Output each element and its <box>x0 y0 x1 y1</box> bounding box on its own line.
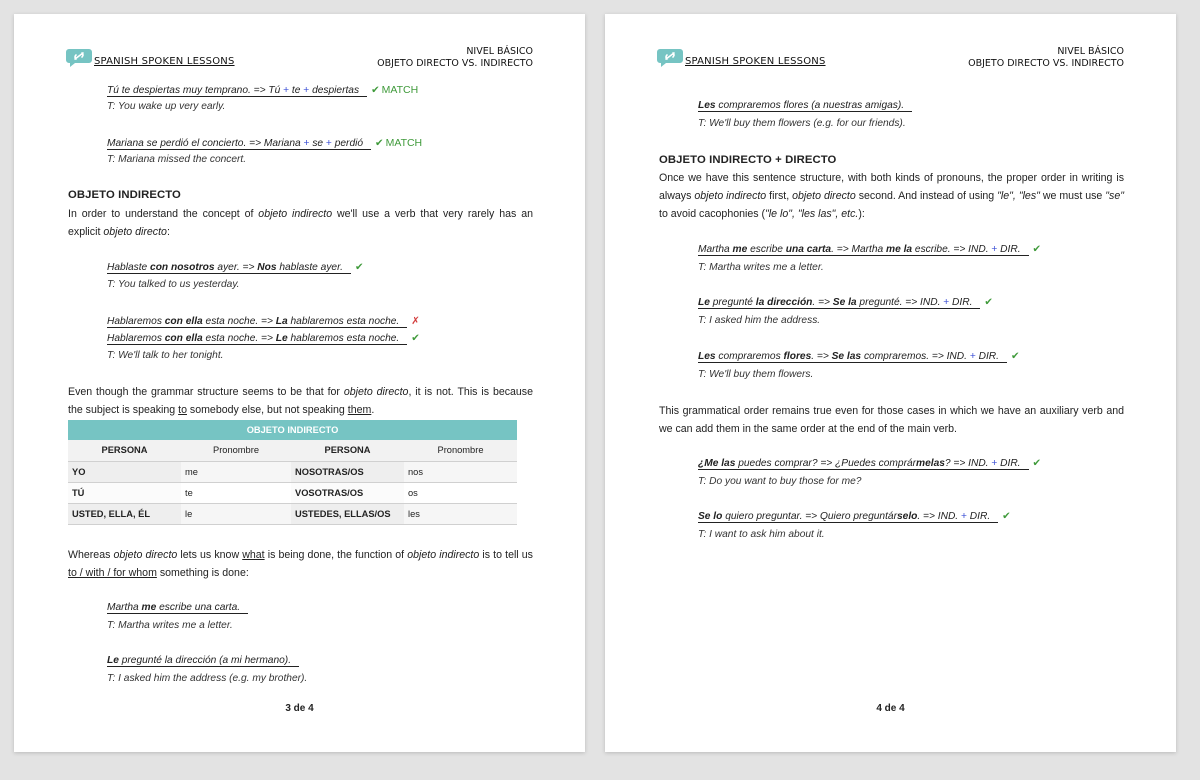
translation: T: You wake up very early. <box>107 101 226 112</box>
example-sentence: Hablaremos con ella esta noche. => Le hablaremos esta noche. ✔ <box>107 333 420 344</box>
page-number: 4 de 4 <box>876 703 905 714</box>
paragraph: This grammatical order remains true even for those cases in which we have an auxiliary verb and we can add them in the same order at the end of the main verb. <box>659 405 1124 435</box>
section-heading: OBJETO INDIRECTO + DIRECTO <box>659 154 837 166</box>
header-info <box>377 46 533 70</box>
example-sentence: ¿Me las puedes comprar? => ¿Puedes comprármelas? => IND. + DIR. ✔ <box>698 458 1042 469</box>
translation: T: Mariana missed the concert. <box>107 154 247 165</box>
match-label: MATCH <box>385 137 423 149</box>
check-icon: ✔ <box>1032 244 1042 255</box>
check-icon: ✔ <box>375 138 384 149</box>
table-row: USTED, ELLA, ÉL le USTEDES, ELLAS/OS les <box>68 503 517 524</box>
example-sentence: Se lo quiero preguntar. => Quiero preguntárselo. => IND. + DIR. ✔ <box>698 511 1011 522</box>
page-header <box>657 46 1124 74</box>
translation: T: I asked him the address. <box>698 315 821 326</box>
indirect-object-table <box>68 420 517 525</box>
paragraph: Once we have this sentence structure, with both kinds of pronouns, the proper order in writing is always objeto indirecto first, objeto directo second. And instead of using "le", "les" we must use "se" to avoid cacophonies ("le lo", "les las", etc.): <box>659 172 1124 220</box>
document-page-3 <box>14 14 585 752</box>
check-icon: ✔ <box>984 297 993 308</box>
paragraph: Whereas objeto directo lets us know what is being done, the function of objeto indirecto is to tell us to / with / for whom something is done: <box>68 549 533 579</box>
document-page-4 <box>605 14 1176 752</box>
match-label: MATCH <box>381 84 419 96</box>
check-icon: ✔ <box>1032 458 1042 469</box>
section-heading: OBJETO INDIRECTO <box>68 189 181 201</box>
table-caption: OBJETO INDIRECTO <box>68 420 517 440</box>
translation: T: You talked to us yesterday. <box>107 279 240 290</box>
cross-icon: ✗ <box>411 316 420 327</box>
table-header: Pronombre <box>404 440 517 461</box>
paragraph: In order to understand the concept of objeto indirecto we'll use a verb that very rarely has an explicit objeto directo: <box>68 208 533 238</box>
check-icon: ✔ <box>354 262 364 273</box>
translation: T: Martha writes me a letter. <box>107 620 233 631</box>
example-sentence: Le pregunté la dirección (a mi hermano). <box>107 655 299 666</box>
paragraph: Even though the grammar structure seems to be that for objeto directo, it is not. This is because the subject is speaking to somebody else, but not speaking them. <box>68 386 534 416</box>
level-label: NIVEL BÁSICO <box>466 46 533 57</box>
translation: T: We'll buy them flowers. <box>698 369 814 380</box>
table-header: Pronombre <box>181 440 291 461</box>
chat-bubble-logo-icon <box>657 47 683 67</box>
example-sentence: Les compraremos flores (a nuestras amigas). <box>698 100 912 111</box>
level-label: NIVEL BÁSICO <box>1057 46 1124 57</box>
topic-label: OBJETO DIRECTO VS. INDIRECTO <box>968 58 1124 69</box>
example-sentence: Le pregunté la dirección. => Se la pregunté. => IND. + DIR. ✔ <box>698 297 993 308</box>
check-icon: ✔ <box>411 333 420 344</box>
check-icon: ✔ <box>1010 351 1020 362</box>
example-sentence: Tú te despiertas muy temprano. => Tú + te + despiertas ✔ MATCH <box>107 84 419 96</box>
example-sentence: Hablaremos con ella esta noche. => La hablaremos esta noche. ✗ <box>107 316 420 327</box>
example-sentence: Mariana se perdió el concierto. => Mariana + se + perdió ✔ MATCH <box>107 137 423 149</box>
chat-bubble-logo-icon <box>66 47 92 67</box>
table-header: PERSONA <box>291 440 404 461</box>
translation: T: Do you want to buy those for me? <box>698 476 862 487</box>
example-sentence: Martha me escribe una carta. => Martha me la escribe. => IND. + DIR. ✔ <box>698 244 1042 255</box>
topic-label: OBJETO DIRECTO VS. INDIRECTO <box>377 58 533 69</box>
example-sentence: Les compraremos flores. => Se las compraremos. => IND. + DIR. ✔ <box>698 351 1020 362</box>
translation: T: We'll talk to her tonight. <box>107 350 224 361</box>
check-icon: ✔ <box>371 85 380 96</box>
translation: T: We'll buy them flowers (e.g. for our friends). <box>698 118 906 129</box>
translation: T: I want to ask him about it. <box>698 529 825 540</box>
table-header: PERSONA <box>68 440 181 461</box>
example-sentence: Hablaste con nosotros ayer. => Nos hablaste ayer. ✔ <box>107 262 364 273</box>
table-row: YO me NOSOTRAS/OS nos <box>68 461 517 482</box>
example-sentence: Martha me escribe una carta. <box>107 602 248 613</box>
translation: T: I asked him the address (e.g. my brother). <box>107 673 308 684</box>
header-info <box>968 46 1124 70</box>
brand-name: SPANISH SPOKEN LESSONS <box>94 56 235 67</box>
brand-name: SPANISH SPOKEN LESSONS <box>685 56 826 67</box>
page-header <box>66 46 533 74</box>
translation: T: Martha writes me a letter. <box>698 262 824 273</box>
page-number: 3 de 4 <box>285 703 314 714</box>
check-icon: ✔ <box>1002 511 1011 522</box>
table-row: TÚ te VOSOTRAS/OS os <box>68 482 517 503</box>
